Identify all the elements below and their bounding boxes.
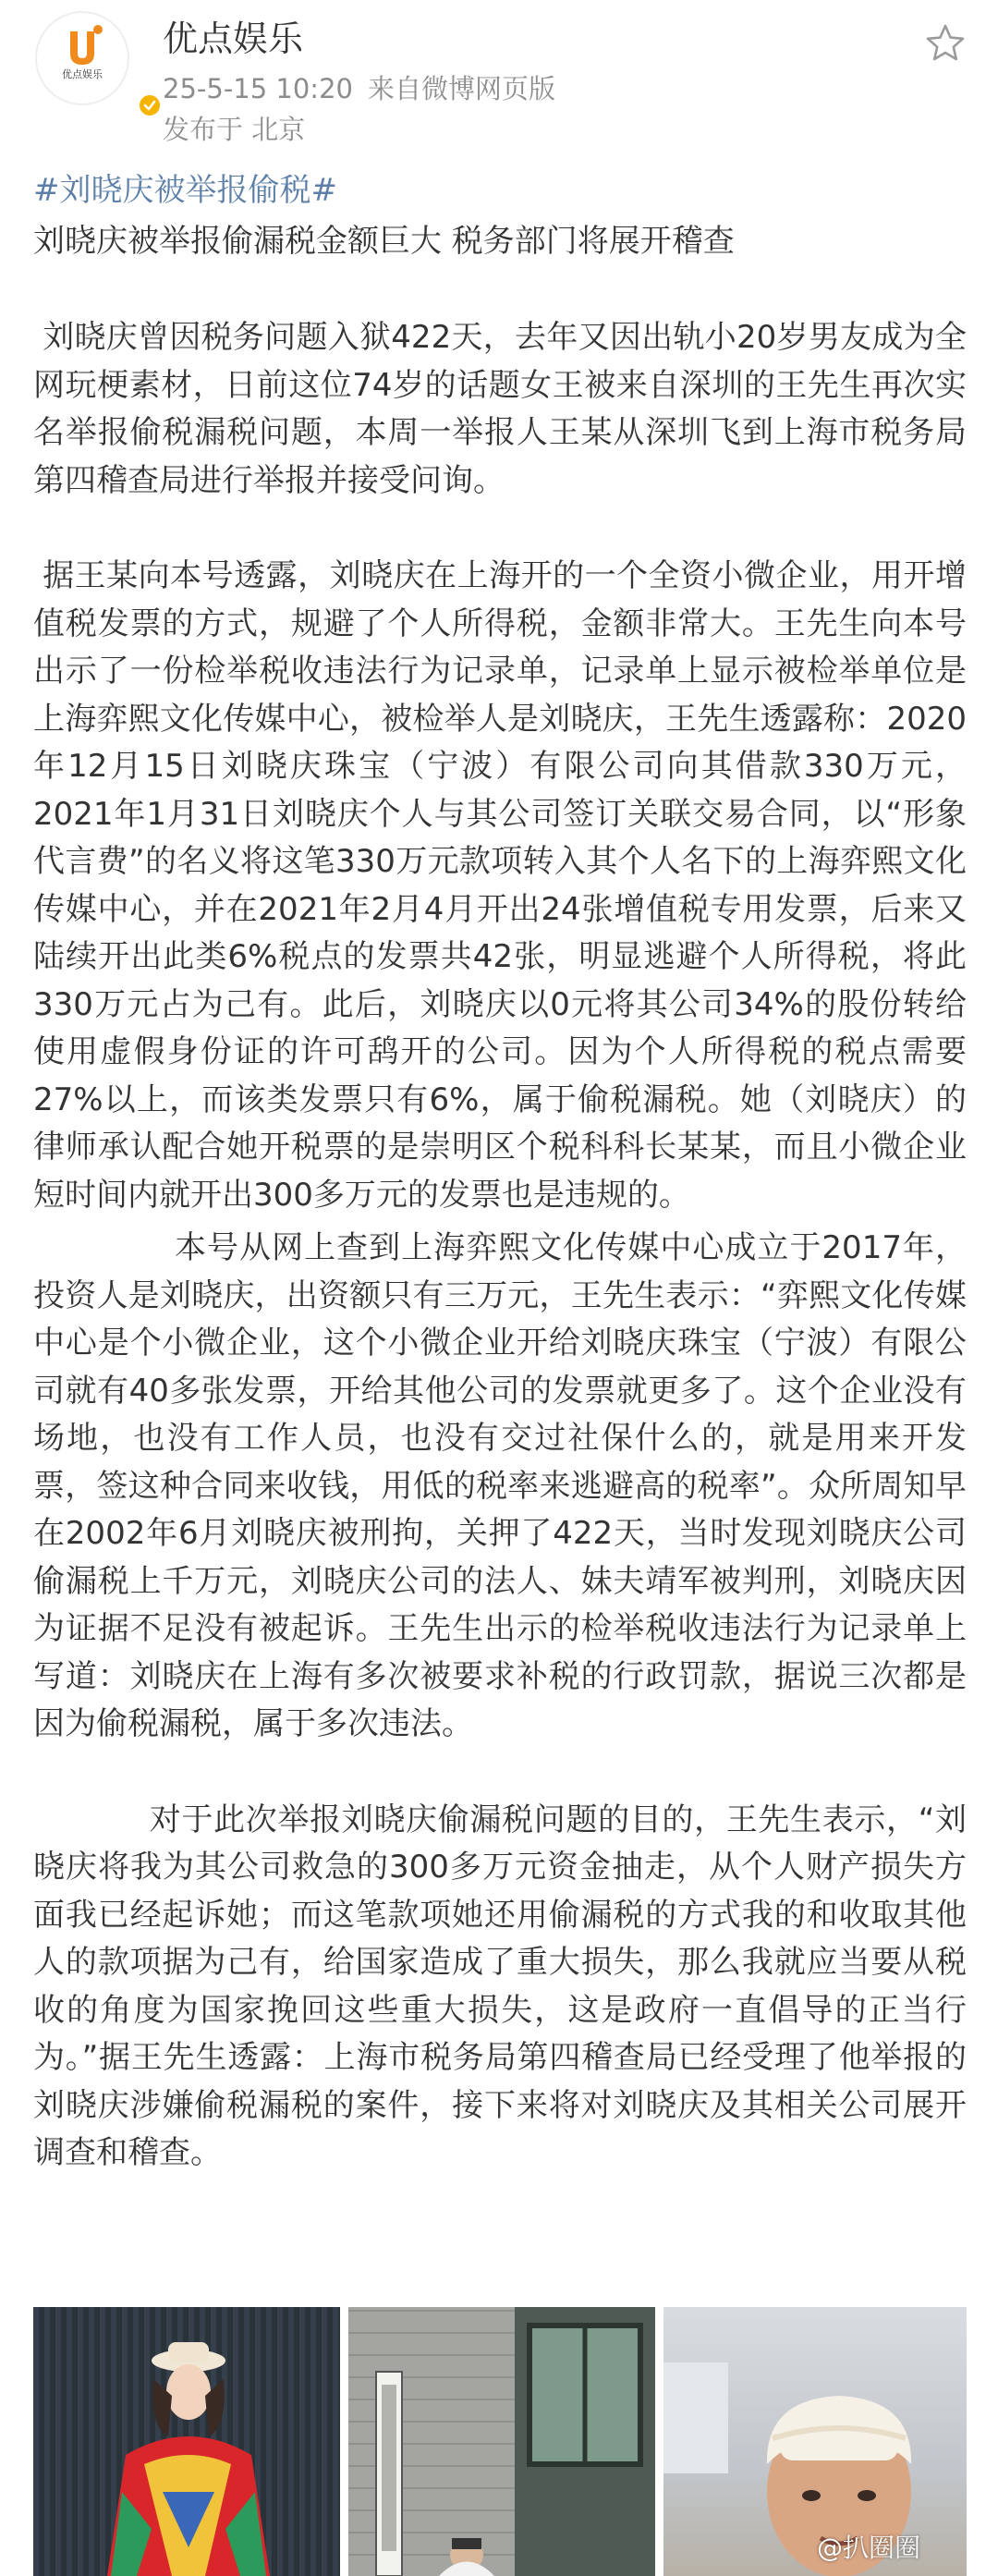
post-paragraph-4: 对于此次举报刘晓庆偷漏税问题的目的，王先生表示，“刘晓庆将我为其公司救急的300多万元资金抽走，从个人财产损失方面我已经起诉她；而这笔款项她还用偷漏税的方式我的和收取其他人的款项据为己有，给国家造成了重大损失，那么我就应当要从税收的角度为国家挽回这些重大损失，这是政府一直倡导的正当行为。”据王先生透露：上海市税务局第四稽查局已经受理了他举报的刘晓庆涉嫌偷税漏税的案件，接下来将对刘晓庆及其相关公司展开调查和稽查。 [33,1801,967,2171]
post-date: 25-5-15 10:20 [163,73,353,104]
avatar-label: 优点娱乐 [62,68,103,80]
post-source: 来自微博网页版 [367,73,555,104]
tax-office-building-image [348,2307,655,2576]
woman-portrait-image [33,2307,340,2576]
photo-thumbnail-3[interactable] [663,2307,967,2576]
post-paragraph-1: 刘晓庆曾因税务问题入狱422天，去年又因出轨小20岁男友成为全网玩梗素材，日前这位74岁的话题女王被来自深圳的王先生再次实名举报偷税漏税问题，本周一举报人王某从深圳飞到上海市税务局第四稽查局进行举报并接受问询。 [33,319,967,499]
photo-thumbnail-1[interactable] [33,2307,340,2576]
watermark: @扒圈圈 [817,2533,921,2563]
hashtag-link[interactable]: #刘晓庆被举报偷税# [33,172,337,209]
photo-thumbnail-2[interactable] [348,2307,655,2576]
post-headline: 刘晓庆被举报偷漏税金额巨大 税务部门将展开稽查 [33,223,735,260]
post-meta [163,72,570,105]
post-header [0,0,998,157]
man-selfie-image [663,2307,967,2576]
star-outline-icon[interactable] [924,22,967,65]
verified-badge-icon [137,92,163,118]
post-body [33,168,967,2178]
post-paragraph-3: 本号从网上查到上海弈熙文化传媒中心成立于2017年，投资人是刘晓庆，出资额只有三万元，王先生表示：“弈熙文化传媒中心是个小微企业，这个小微企业开给刘晓庆珠宝（宁波）有限公司就有40多张发票，开给其他公司的发票就更多了。这个企业没有场地，也没有工作人员，也没有交过社保什么的，就是用来开发票，签这种合同来收钱，用低的税率来逃避高的税率”。众所周知早在2002年6月刘晓庆被刑拘，关押了422天，当时发现刘晓庆公司偷漏税上千万元，刘晓庆公司的法人、妹夫靖军被判刑，刘晓庆因为证据不足没有被起诉。王先生出示的检举税收违法行为记录单上写道：刘晓庆在上海有多次被要求补税的行政罚款，据说三次都是因为偷税漏税，属于多次违法。 [33,1229,967,1742]
author-name[interactable]: 优点娱乐 [163,18,304,59]
post-paragraph-2: 据王某向本号透露，刘晓庆在上海开的一个全资小微企业，用开增值税发票的方式，规避了个人所得税，金额非常大。王先生向本号出示了一份检举税收违法行为记录单，记录单上显示被检举单位是上海弈熙文化传媒中心，被检举人是刘晓庆，王先生透露称：2020年12月15日刘晓庆珠宝（宁波）有限公司向其借款330万元，2021年1月31日刘晓庆个人与其公司签订关联交易合同，以“形象代言费”的名义将这笔330万元款项转入其个人名下的上海弈熙文化传媒中心，并在2021年2月4月开出24张增值税专用发票，后来又陆续开出此类6%税点的发票共42张，明显逃避个人所得税，将此330万元占为己有。此后，刘晓庆以0元将其公司34%的股份转给使用虚假身份证的许可鸹开的公司。因为个人所得税的税点需要27%以上，而该类发票只有6%，属于偷税漏税。她（刘晓庆）的律师承认配合她开税票的是崇明区个税科科长某某，而且小微企业短时间内就开出300多万元的发票也是违规的。 [33,557,967,1214]
avatar[interactable] [35,11,129,105]
avatar-logo-icon [37,13,128,104]
post-location: 发布于 北京 [163,114,306,145]
